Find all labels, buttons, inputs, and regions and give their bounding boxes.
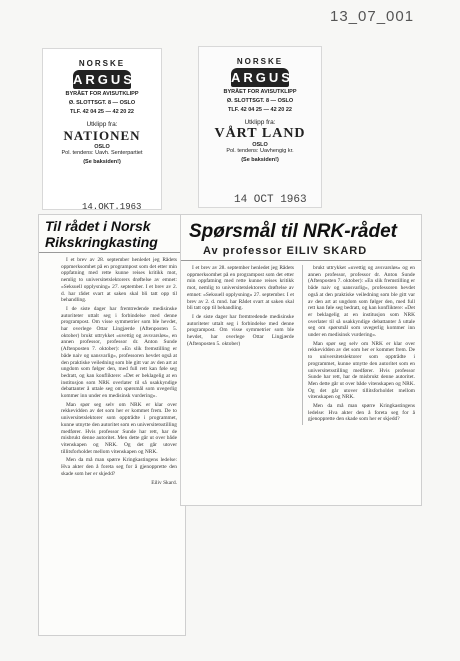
article-signature: Eiliv Skard. <box>151 479 177 486</box>
clipping-nationen <box>38 214 186 636</box>
article-column-2 <box>302 265 415 425</box>
clipping-headline <box>39 215 185 253</box>
bureau-phone: TLF. 42 04 25 — 42 20 22 <box>228 107 292 113</box>
bureau-name: BYRÅET FOR AVISUTKLIPP <box>223 89 297 95</box>
cut-from-label: Utklipp fra: <box>86 121 118 128</box>
argus-label-vaart-land <box>198 46 322 208</box>
clipping-vaart-land <box>180 214 422 506</box>
paper-city: OSLO <box>94 144 110 150</box>
political-tendency: Pol. tendens: Uavh. Senterpartiet <box>61 150 143 156</box>
paper-name: NATIONEN <box>63 128 141 143</box>
brand-top: NORSKE <box>78 59 126 68</box>
article-paragraph: Men da må man spørre Kringkastingens ledelse: Hva akter den å foreta seg for å gjenopprette den skade som her er skjedd? <box>308 403 415 423</box>
archive-id: 13_07_001 <box>330 8 415 25</box>
argus-logo: ARGUS <box>231 70 293 85</box>
clipping-headline: Spørsmål til NRK-rådet <box>189 221 397 242</box>
political-tendency: Pol. tendens: Uavhengig kr. <box>226 148 294 154</box>
article-paragraph: Man spør seg selv om NRK er klar over rekkevidden av det som her er kommet frem. De to universitetslektorer som opptrådte i programmet, kunne utnytte den autoritet som en universitetsstilling medfører. Hvis professor Sunde har rett, har de misbrukt denne autoritet. Men dette går ut over både vitenskapen og NRK. Og det går utover tillitsforholdet mellom vitenskapen og NRK. <box>61 401 177 455</box>
article-paragraph: I et brev av 28. september henledet jeg Rådets oppmerksomhet på en programpost som det etter min oppfatning med rette kunne reises kritikk mot, nemlig to universitetslektorers drøftelse av emnet: «Seksuell opplysning» 27. september. I et brev av 2. d. mnd. har Rådet svart at saken skal bli tatt opp til behandling. <box>187 265 294 312</box>
paper-name: VÅRT LAND <box>214 126 306 141</box>
cut-from-label: Utklipp fra: <box>244 119 276 126</box>
article-paragraph: Man spør seg selv om NRK er klar over rekkevidden av det som her er kommet frem. De to universitetslektorer som opptrådte i programmet, kunne utnytte den autoritet som en universitetsstilling medfører. Hvis professor Sunde har rett, har de misbrukt denne autoritet. Men dette går ut over både vitenskapen og NRK. Og det går utover tillitsforholdet mellom vitenskapen og NRK. <box>308 340 415 401</box>
argus-label-nationen <box>42 48 162 210</box>
article-paragraph: I et brev av 28. september henledet jeg Rådets oppmerksomhet på en programpost som det etter min oppfatning med rette kunne reises kritikk mot, nemlig to universitetslektorers drøftelse av emnet: «Seksuell opplysning» 27. september. I et brev av 2. d. har rådet svart at saken skal bli tatt opp til behandling. <box>61 257 177 304</box>
article-body <box>39 253 185 486</box>
date-stamp-left: 14.OKT.1963 <box>82 202 142 212</box>
article-paragraph: I de siste dager har fremtredende medisinske autoriteter uttalt seg i forbindelse med denne programpost. Om visse symmetrier som ble hevdet, har overlege Ottar Lingjærde (Aftenposten 5. oktober) <box>187 313 294 347</box>
article-columns <box>181 261 421 425</box>
paper-city: OSLO <box>252 142 268 148</box>
clipping-byline: Av professor EILIV SKARD <box>181 244 421 261</box>
article-column-1 <box>187 265 294 425</box>
brand-top: NORSKE <box>236 57 284 66</box>
see-back-note: (Se baksiden!) <box>83 159 121 165</box>
article-paragraph: brukt uttrykket «uvettig og avsvarsløs» og en annen professor, professor dr. Anton Sunde (Aftenposten 7. oktober): «En slik fremstilling er både naiv og uansvarlig», professoren hevdet også at den praktiske veiledning som ble gitt var av den art at ungdom som følger den, med full rett kan føle seg bedratt, og kan konfliktere: «Det er beklagelig at en institusjon som NRK overlater til så usakkyndige debattanter å uttale seg om spørsmål som uvegerlig kommer inn under en medisinsk vurdering». <box>308 265 415 339</box>
bureau-address: Ø. SLOTTSGT. 8 — OSLO <box>226 98 294 104</box>
argus-logo: ARGUS <box>73 72 135 87</box>
bureau-name: BYRÅET FOR AVISUTKLIPP <box>65 91 139 97</box>
article-paragraph: Men da må man spørre Kringkastingens ledelse: Hva akter den å foreta seg for å gjenopprette den skade som her er skjedd? <box>61 457 177 477</box>
article-paragraph: I de siste dager har fremtredende medisinske autoriteter uttalt seg i forbindelse med denne programpost. Om visse symmetrier som ble hevdet, har overlege Ottar Lingjærde (Aftenposten 5. oktober) brukt uttrykket «uvettig og avsvarsløs», en annen professor, professor dr. Anton Sunde (Aftenposten 7. oktober): «En slik fremstilling er både naiv og uansvarlig», professoren hevdet også at den praktiske veiledning som ble gitt var av den art at ungdom som følger den, med full rett kan føle seg bedratt, og kan konfliktere: «Det er beklagelig at en institusjon som NRK overlater til så usakkyndige debattanter å uttale seg om spørsmål som uvegerlig kommer inn under en medisinsk vurdering». <box>61 305 177 400</box>
date-stamp-right: 14 OCT 1963 <box>234 194 307 206</box>
headline-line-2: Rikskringkasting <box>45 234 158 250</box>
bureau-phone: TLF. 42 04 25 — 42 20 22 <box>70 109 134 115</box>
headline-line-1: Til rådet i Norsk <box>45 218 151 234</box>
see-back-note: (Se baksiden!) <box>241 157 279 163</box>
bureau-address: Ø. SLOTTSGT. 8 — OSLO <box>68 100 136 106</box>
